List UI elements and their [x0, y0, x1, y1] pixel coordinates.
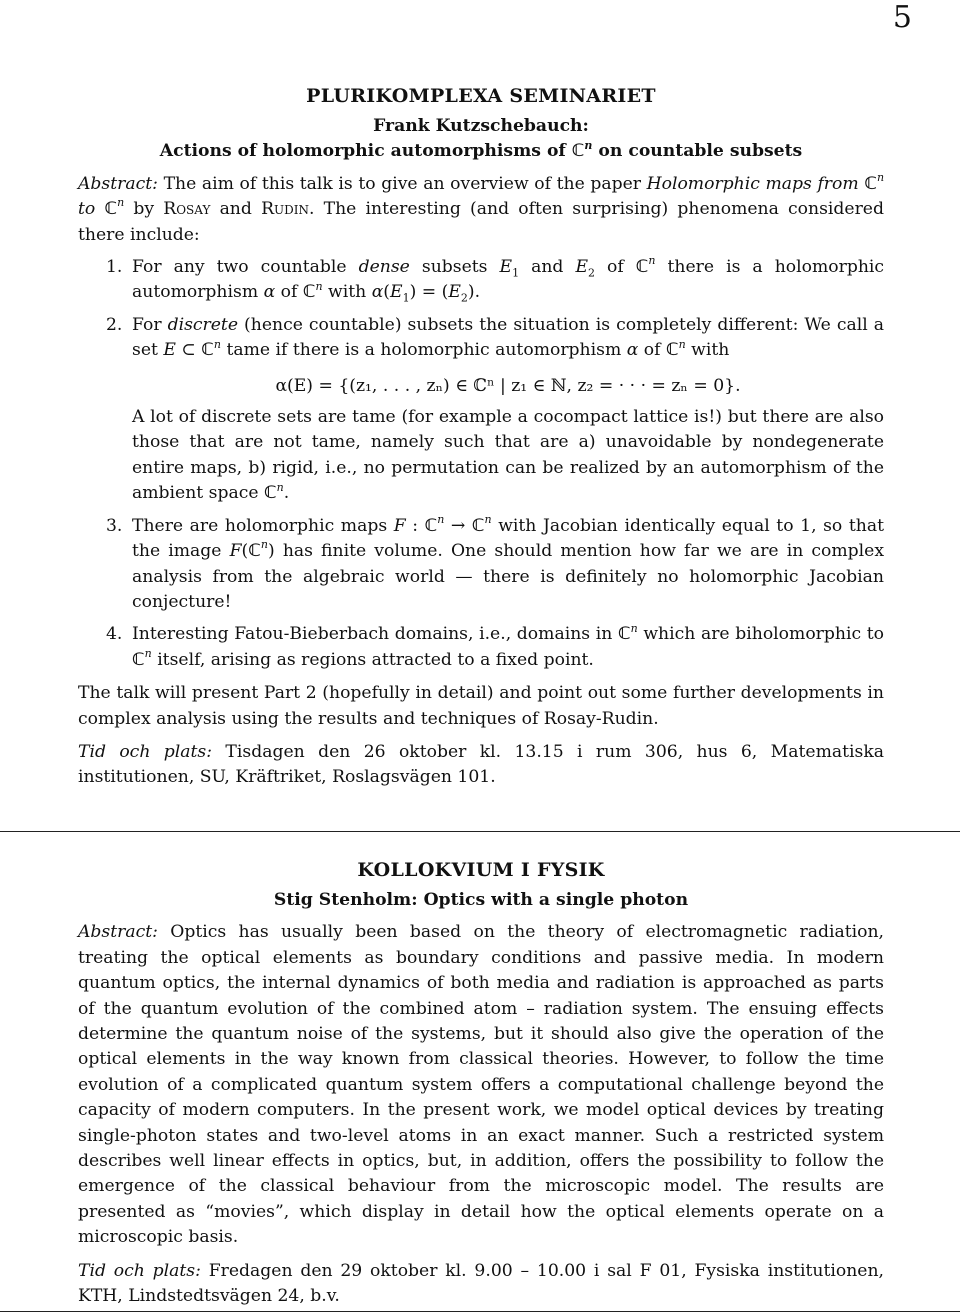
time-place-text: Tisdagen den 26 oktober kl. 13.15 i rum 306, hus 6, Matematiska institutionen, SU, Kräftriket, Roslagsvägen 101.	[78, 741, 884, 788]
item2-discrete: discrete	[167, 314, 239, 335]
seminar-title: PLURIKOMPLEXA SEMINARIET	[306, 85, 656, 107]
item1-text-c: there is a holomorphic automorphism	[132, 257, 885, 303]
item2-text-d: with	[691, 340, 730, 361]
item1-text-a: For any two countable	[132, 257, 347, 278]
item2-text-a: For	[132, 314, 162, 335]
time-place-label: Tid och plats:	[78, 741, 213, 762]
item1-dense: dense	[358, 257, 410, 278]
display-equation: α(E) = {(z₁, . . . , zₙ) ∈ ℂⁿ | z₁ ∈ ℕ, z₂ = · · · = zₙ = 0}.	[275, 375, 741, 396]
author-rosay: Rosay	[163, 199, 211, 220]
item-number: 1.	[106, 257, 123, 278]
item4-text-b: which are biholomorphic to	[643, 624, 884, 645]
list-item: 1. For any two countable dense subsets $E_1$ and $E_2$ of ℂ$^n$ there is a holomorphic automorphism α of ℂ$^n$ with $\alpha(E_1) = (E_2)$.	[106, 254, 885, 305]
item3-text-b: with Jacobian identically equal to 1, so that the image	[132, 515, 884, 562]
abstract-tail: . The interesting (and often surprising) phenomena considered there include:	[78, 199, 884, 245]
closing-paragraph: The talk will present Part 2 (hopefully in detail) and point out some further developments in complex analysis using the results and techniques of Rosay-Rudin.	[78, 683, 884, 729]
talk-title: Actions of holomorphic automorphisms of ℂ$^n$ on countable subsets	[159, 138, 803, 162]
item2-text-c: tame if there is a holomorphic automorphism	[226, 340, 622, 361]
item4-text-a: Interesting Fatou-Bieberbach domains, i.e., domains in	[132, 624, 613, 645]
item3-text-c: has finite volume. One should mention how far we are in complex analysis from the algebraic world — there is definitely no holomorphic Jacobian conjecture!	[132, 541, 885, 612]
time-place-text: Fredagen den 29 oktober kl. 9.00 – 10.00 i sal F 01, Fysiska institutionen, KTH, Lindstedtsvägen 24, b.v.	[78, 1260, 885, 1307]
by-word: by	[133, 199, 155, 220]
abstract-label: Abstract:	[78, 922, 158, 943]
item1-text-d: with	[328, 282, 367, 303]
time-place-label: Tid och plats:	[78, 1260, 201, 1281]
item-number: 4.	[106, 624, 123, 645]
abstract-text: The aim of this talk is to give an overview of the paper	[163, 173, 641, 194]
author-rudin: Rudin	[261, 199, 309, 220]
seminar-kollokvium	[78, 856, 884, 1310]
item2-text-e: A lot of discrete sets are tame (for example a cocompact lattice is!) but there are also those that are not tame, namely such that are a) unavoidable by nondegenerate entire maps, b) rigid, i.e., no permutation can be realized by an automorphism of the ambient space	[132, 407, 884, 504]
bottom-divider	[0, 1311, 960, 1312]
abstract-label: Abstract:	[78, 173, 158, 194]
list-item: 2. For discrete (hence countable) subsets the situation is completely different: We call a set E ⊂ ℂ$^n$ tame if there is a holomorphic automorphism α of ℂ$^n$ with α(E) = {(z₁, . . . , zₙ) ∈ ℂⁿ | z₁ ∈ ℕ, z₂ = · · · = zₙ = 0}. A lot of discrete sets are tame (for example a cocompact lattice is!) but there are also those that are not tame, namely such that are a) unavoidable by nondegenerate entire maps, b) rigid, i.e., no permutation can be realized by an automorphism of the ambient space ℂ$^n$.	[106, 314, 885, 504]
paper-title-a: Holomorphic maps from	[646, 173, 859, 194]
talk-title: Stig Stenholm: Optics with a single photon	[273, 890, 689, 910]
time-place	[78, 1259, 884, 1310]
talk-title-text: Actions of holomorphic automorphisms of	[159, 141, 566, 162]
seminar-title: KOLLOKVIUM I FYSIK	[357, 859, 605, 881]
item-number: 2.	[106, 314, 123, 335]
list-item: 4. Interesting Fatou-Bieberbach domains, i.e., domains in ℂ$^n$ which are biholomorphic to ℂ$^n$ itself, arising as regions attracted to a fixed point.	[106, 621, 884, 670]
item4-text-c: itself, arising as regions attracted to a fixed point.	[157, 649, 594, 670]
item3-text-a: There are holomorphic maps	[132, 515, 388, 536]
abstract-paragraph: Abstract: The aim of this talk is to give an overview of the paper Holomorphic maps from ℂ$^n$ to ℂ$^n$ by Rosay and Rudin. The interesting (and often surprising) phenomena considered there include:	[78, 171, 885, 245]
item-number: 3.	[106, 515, 123, 536]
abstract-paragraph	[78, 920, 884, 1250]
item1-text-b: subsets	[421, 257, 488, 278]
item2-text-b: (hence countable) subsets the situation is completely different: We call a set	[132, 314, 885, 361]
seminar-plurikomplexa	[78, 82, 884, 791]
page-number: 5	[892, 0, 912, 35]
talk-title-text-end: on countable subsets	[598, 141, 803, 162]
time-place	[78, 740, 884, 791]
speaker-name: Frank Kutzschebauch:	[373, 116, 589, 136]
phenomena-list	[78, 255, 884, 673]
section-divider	[0, 831, 960, 832]
list-item: 3. There are holomorphic maps F : ℂ$^n$ → ℂ$^n$ with Jacobian identically equal to 1, so that the image F(ℂ$^n$) has finite volume. One should mention how far we are in complex analysis from the algebraic world — there is definitely no holomorphic Jacobian conjecture!	[106, 512, 885, 612]
abstract-text: Optics has usually been based on the theory of electromagnetic radiation, treating the optical elements as boundary conditions and passive media. In modern quantum optics, the internal dynamics of both media and radiation is approached as parts of the quantum evolution of the combined atom – radiation system. The ensuing effects determine the quantum noise of the systems, but it should also give the operation of the optical elements in the way known from classical theories. However, to follow the time evolution of a complicated quantum system offers a computational challenge beyond the capacity of modern computers. In the present work, we model optical devices by treating single-photon states and two-level atoms in an exact manner. Such a restricted system describes well linear effects in optics, but, in addition, offers the possibility to follow the emergence of the classical behaviour from the microscopic model. The results are presented as “movies”, which display in detail how the optical elements operate on a microscopic basis.	[78, 922, 885, 1248]
and-word: and	[219, 199, 252, 220]
paper-title-b: to	[78, 199, 96, 220]
